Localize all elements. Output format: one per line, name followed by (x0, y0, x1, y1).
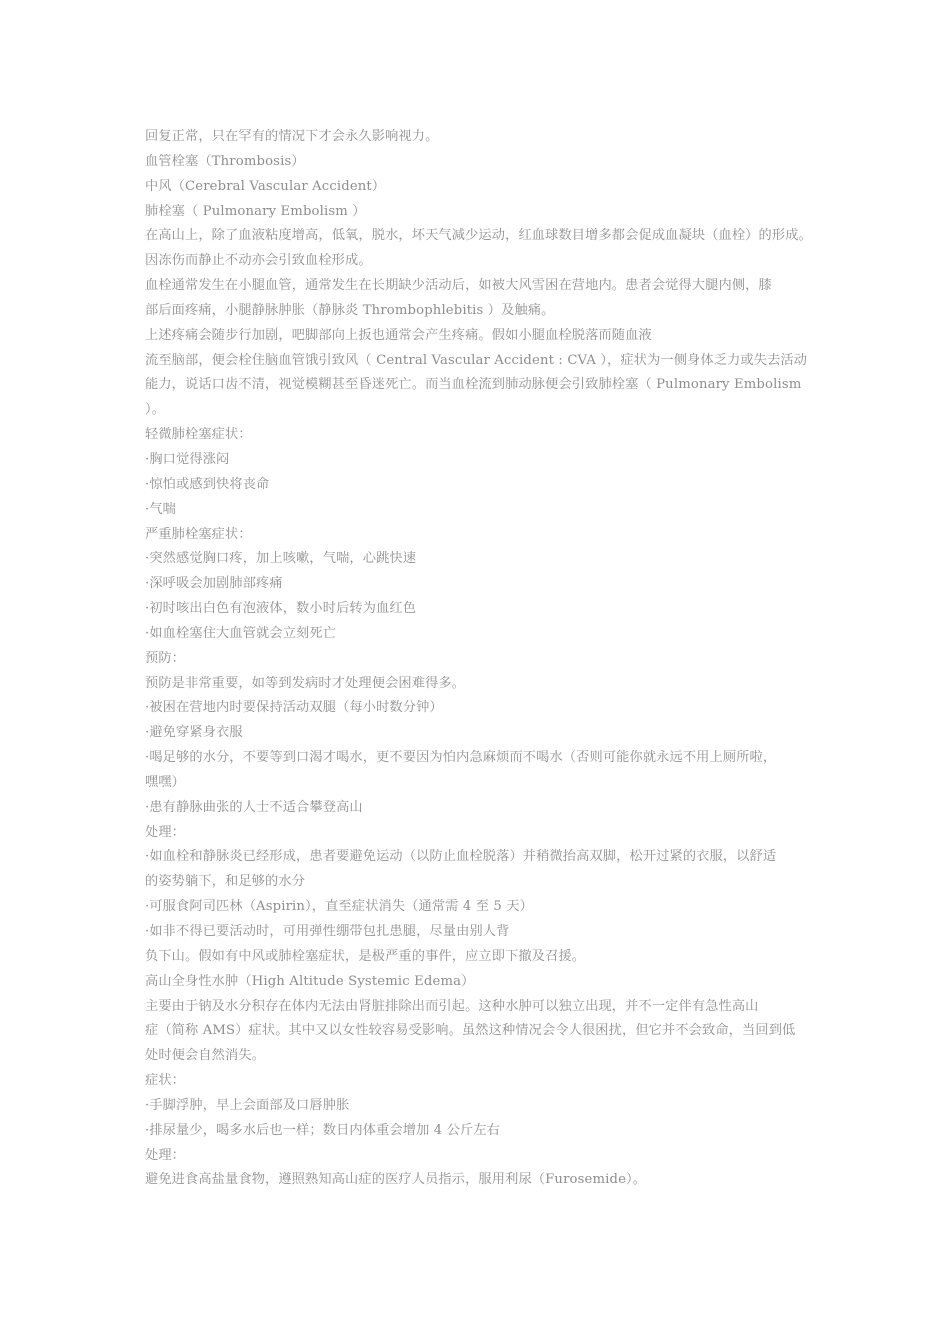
list-item: ·可服食阿司匹林（Aspirin），直至症状消失（通常需 4 至 5 天） (145, 899, 533, 915)
text-line: 部后面疼痛，小腿静脉肿胀（静脉炎 Thrombophlebitis ）及触痛。 (145, 302, 555, 318)
text-line: 血栓通常发生在小腿血管，通常发生在长期缺少活动后，如被大风雪困在营地内。患者会觉得大腿内侧，膝 (145, 278, 772, 294)
text-line: 的姿势躺下，和足够的水分 (145, 874, 306, 890)
text-line: ）。 (145, 402, 166, 418)
text-line: 负下山。假如有中风或肺栓塞症状，是极严重的事件，应立即下撤及召援。 (145, 948, 586, 964)
text-line: 症（简称 AMS）症状。其中又以女性较容易受影响。虽然这种情况会令人很困扰，但它并不会致命，当回到低 (145, 1023, 796, 1039)
text-line: 能力，说话口齿不清，视觉模糊甚至昏迷死亡。而当血栓流到肺动脉便会引致肺栓塞（ Pulmonary Embolism (145, 377, 802, 393)
section-heading-systemic-edema: 高山全身性水肿（High Altitude Systemic Edema） (145, 973, 475, 989)
list-item: ·患有静脉曲张的人士不适合攀登高山 (145, 799, 363, 815)
list-item: ·如血栓和静脉炎已经形成，患者要避免运动（以防止血栓脱落）并稍微抬高双脚，松开过紧的衣服，以舒适 (145, 849, 777, 865)
text-line: 因冻伤而静止不动亦会引致血栓形成。 (145, 253, 372, 269)
text-line: 主要由于钠及水分积存在体内无法由肾脏排除出而引起。这种水肿可以独立出现，并不一定伴有急性高山 (145, 998, 759, 1014)
list-item: ·手脚浮肿，早上会面部及口唇肿胀 (145, 1097, 350, 1113)
text-line: 避免进食高盐量食物，遵照熟知高山症的医疗人员指示，服用利尿（Furosemide）。 (145, 1172, 647, 1188)
list-item: ·惊怕或感到快将丧命 (145, 476, 270, 492)
section-heading-stroke: 中风（Cerebral Vascular Accident） (145, 178, 386, 194)
document-body (145, 125, 825, 1193)
list-item: ·突然感觉胸口疼，加上咳嗽，气喘，心跳快速 (145, 551, 417, 567)
text-line: 预防是非常重要，如等到发病时才处理便会困难得多。 (145, 675, 466, 691)
section-heading-pulmonary-embolism: 肺栓塞（ Pulmonary Embolism ） (145, 203, 366, 219)
list-item: ·避免穿紧身衣服 (145, 725, 243, 741)
list-item: ·如非不得已要活动时，可用弹性绷带包扎患腿，尽量由别人背 (145, 924, 510, 939)
subheading-treatment: 处理： (145, 1147, 186, 1163)
list-item: ·喝足够的水分，不要等到口渴才喝水，更不要因为怕内急麻烦而不喝水（否则可能你就永远不用上厕所啦， (145, 750, 777, 766)
text-line: 在高山上，除了血液粘度增高，低氧，脱水，坏天气减少运动，红血球数目增多都会促成血凝块（血栓）的形成。 (145, 228, 812, 244)
subheading-severe-symptoms: 严重肺栓塞症状： (145, 526, 252, 542)
subheading-symptoms: 症状： (145, 1073, 186, 1089)
list-item: ·深呼吸会加剧肺部疼痛 (145, 576, 283, 592)
text-line: 嘿嘿） (145, 774, 186, 790)
section-heading-thrombosis: 血管栓塞（Thrombosis） (145, 153, 305, 169)
subheading-prevention: 预防： (145, 650, 186, 666)
list-item: ·被困在营地内时要保持活动双腿（每小时数分钟） (145, 700, 443, 716)
list-item: ·如血栓塞住大血管就会立刻死亡 (145, 625, 337, 641)
text-line: 流至脑部，便会栓住脑血管饿引致风（ Central Vascular Accident : CVA ），症状为一侧身体乏力或失去活动 (145, 352, 808, 368)
subheading-treatment: 处理： (145, 824, 186, 840)
list-item: ·排尿量少，喝多水后也一样；数日内体重会增加 4 公斤左右 (145, 1122, 501, 1138)
subheading-mild-symptoms: 轻微肺栓塞症状： (145, 427, 252, 443)
list-item: ·气喘 (145, 501, 177, 517)
list-item: ·胸口觉得涨闷 (145, 451, 230, 467)
text-line: 处时便会自然消失。 (145, 1048, 266, 1064)
text-line: 回复正常，只在罕有的情况下才会永久影响视力。 (145, 129, 439, 144)
list-item: ·初时咳出白色有泡液体，数小时后转为血红色 (145, 601, 417, 617)
text-line: 上述疼痛会随步行加剧，吧脚部向上扳也通常会产生疼痛。假如小腿血栓脱落而随血液 (145, 327, 652, 343)
